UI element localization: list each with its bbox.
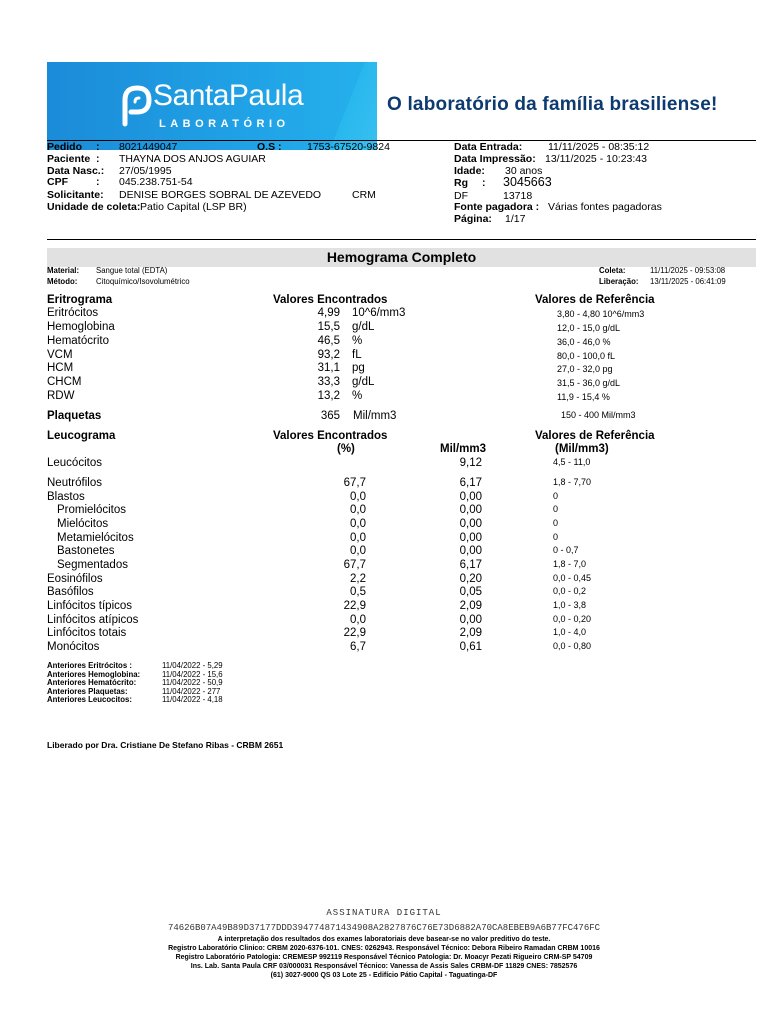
paciente-value: THAYNA DOS ANJOS AGUIAR	[119, 153, 266, 165]
eritrograma-row-label: Hematócrito	[47, 335, 109, 347]
brand-tagline: O laboratório da família brasiliense!	[387, 94, 718, 115]
eritrograma-row-ref: 11,9 - 15,4 %	[557, 392, 610, 402]
pedido-value: 8021449047	[119, 141, 178, 153]
anteriores-label: Anteriores Plaquetas:	[47, 686, 128, 696]
leucograma-row-abs: 0,61	[459, 641, 482, 653]
liberado-por: Liberado por Dra. Cristiane De Stefano Ribas - CRBM 2651	[47, 740, 284, 750]
impressao-label: Data Impressão:	[454, 153, 536, 165]
header-banner	[47, 62, 756, 150]
leucograma-row-label: Mielócitos	[57, 518, 109, 530]
leucograma-row-ref: 0	[553, 491, 559, 501]
eritrograma-row-unit: g/dL	[352, 321, 375, 333]
eritrograma-row-ref: 12,0 - 15,0 g/dL	[557, 323, 621, 333]
leucograma-row-ref: 0	[553, 532, 559, 542]
plaquetas-label: Plaquetas	[47, 410, 102, 422]
cpf-sep: :	[96, 176, 100, 188]
liberacao-label: Liberação:	[599, 277, 639, 286]
brand-subtitle: LABORATÓRIO	[159, 118, 290, 130]
eritrograma-row-value: 13,2	[317, 390, 340, 402]
eritrograma-row-ref: 31,5 - 36,0 g/dL	[557, 378, 621, 388]
leucograma-row-label: Neutrófilos	[47, 477, 102, 489]
exam-title-bar	[47, 248, 756, 267]
leucograma-row-abs: 0,05	[459, 586, 482, 598]
eritrograma-row-label: RDW	[47, 390, 75, 402]
anteriores-label: Anteriores Eritrócitos :	[47, 661, 132, 670]
footer-line: A interpretação dos resultados dos exames laboratoriais deve basear-se no valor preditivo do teste.	[217, 936, 551, 943]
material-label: Material:	[47, 266, 80, 275]
cpf-value: 045.238.751-54	[119, 176, 193, 188]
leucograma-row-abs: 0,00	[459, 545, 482, 557]
eritrograma-row-value: 15,5	[317, 321, 340, 333]
anteriores-value: 11/04/2022 - 4,18	[162, 695, 223, 704]
eritrograma-row-unit: fL	[352, 349, 362, 361]
metodo-value: Citoquímico/Isovolumétrico	[96, 277, 190, 286]
idade-label: Idade:	[454, 165, 485, 177]
coleta-label: Coleta:	[599, 266, 626, 275]
leucograma-row-abs: 2,09	[459, 627, 482, 639]
eritrograma-row-value: 31,1	[317, 362, 340, 374]
solicitante-label: Solicitante:	[47, 189, 104, 201]
leucograma-row-ref: 0,0 - 0,80	[553, 641, 592, 651]
leucograma-row-abs: 6,17	[459, 477, 482, 489]
footer-line: Registro Laboratório Clinico: CRBM 2020-6376-101. CNES: 0262943. Responsável Técnico: Debora Ribeiro Ramadan CRBM 10016	[168, 945, 600, 952]
entrada-label: Data Entrada:	[454, 141, 523, 153]
os-value: 1753-67520-9824	[307, 141, 390, 153]
leucograma-ref-unit-heading: (Mil/mm3)	[555, 443, 609, 455]
leucocitos-abs: 9,12	[459, 457, 482, 469]
leucograma-row-pct: 0,0	[350, 532, 366, 544]
anteriores-value: 11/04/2022 - 50,9	[162, 678, 223, 687]
unidade-label: Unidade de coleta:	[47, 201, 141, 213]
idade-value: 30 anos	[505, 165, 543, 177]
eritrograma-row-value: 93,2	[317, 349, 340, 361]
leucograma-row-pct: 67,7	[343, 477, 366, 489]
leucograma-row-label: Promielócitos	[57, 504, 127, 516]
leucograma-row-label: Bastonetes	[57, 545, 115, 557]
leucograma-row-pct: 2,2	[350, 573, 366, 585]
leucograma-row-pct: 0,0	[350, 545, 366, 557]
anteriores-label: Anteriores Hematócrito:	[47, 678, 137, 687]
leucograma-row-abs: 0,20	[459, 573, 482, 585]
pedido-label: Pedido	[47, 141, 83, 153]
leucograma-row-pct: 67,7	[343, 559, 366, 571]
plaquetas-ref: 150 - 400 Mil/mm3	[561, 410, 636, 420]
plaquetas-unit: Mil/mm3	[353, 410, 397, 422]
leucograma-row-abs: 0,00	[459, 532, 482, 544]
leucograma-row-label: Basófilos	[47, 586, 94, 598]
leucograma-row-ref: 1,8 - 7,70	[553, 477, 592, 487]
os-label: O.S :	[257, 141, 282, 153]
leucograma-row-ref: 0 - 0,7	[553, 545, 579, 555]
assinatura-label: ASSINATURA DIGITAL	[326, 908, 442, 918]
footer-line: (61) 3027-9000 QS 03 Lote 25 - Edifício Pátio Capital - Taguatinga-DF	[270, 972, 498, 979]
eritrograma-row-ref: 3,80 - 4,80 10^6/mm3	[557, 309, 645, 319]
eritrograma-values-heading: Valores Encontrados	[273, 294, 388, 306]
cpf-label: CPF	[47, 176, 68, 188]
leucograma-row-label: Eosinófilos	[47, 573, 103, 585]
footer-line: Registro Laboratório Patologia: CREMESP 992119 Responsável Técnico Patologia: Dr. Moacyr Pezati Rigueiro CRM-SP 54709	[175, 954, 593, 961]
fonte-value: Várias fontes pagadoras	[548, 201, 662, 213]
leucocitos-ref: 4,5 - 11,0	[553, 457, 591, 467]
leucograma-ref-heading: Valores de Referência	[535, 430, 655, 442]
leucograma-row-pct: 0,0	[350, 504, 366, 516]
divider-header	[47, 239, 756, 240]
impressao-value: 13/11/2025 - 10:23:43	[545, 153, 647, 165]
leucograma-row-label: Metamielócitos	[57, 532, 134, 544]
eritrograma-row-label: Hemoglobina	[47, 321, 115, 333]
leucograma-row-label: Blastos	[47, 491, 85, 503]
rg-label: Rg	[454, 177, 468, 189]
leucograma-row-pct: 0,0	[350, 491, 366, 503]
leucograma-row-abs: 0,00	[459, 491, 482, 503]
eritrograma-row-unit: 10^6/mm3	[352, 307, 406, 319]
brand-name: SantaPaula	[153, 79, 304, 112]
eritrograma-row-ref: 36,0 - 46,0 %	[557, 337, 611, 347]
plaquetas-value: 365	[320, 410, 340, 422]
entrada-value: 11/11/2025 - 08:35:12	[548, 141, 650, 153]
leucograma-row-abs: 0,00	[459, 504, 482, 516]
rg-sep: :	[482, 177, 486, 189]
eritrograma-row-label: CHCM	[47, 376, 82, 388]
eritrograma-row-label: HCM	[47, 362, 74, 374]
eritrograma-row-label: Eritrócitos	[47, 307, 99, 319]
eritrograma-row-value: 33,3	[317, 376, 340, 388]
anteriores-label: Anteriores Hemoglobina:	[47, 669, 141, 679]
pagina-label: Página:	[454, 213, 492, 225]
eritrograma-heading: Eritrograma	[47, 294, 113, 306]
anteriores-value: 11/04/2022 - 5,29	[162, 661, 223, 670]
leucograma-row-abs: 0,00	[459, 518, 482, 530]
leucograma-row-ref: 0	[553, 518, 559, 528]
leucograma-row-pct: 0,0	[350, 614, 366, 626]
eritrograma-row-label: VCM	[47, 349, 73, 361]
leucograma-row-ref: 1,0 - 3,8	[553, 600, 587, 610]
footer-line: Ins. Lab. Santa Paula CRF 03/000031 Responsável Técnico: Vanessa de Assis Sales CRBM-DF 11829 CNES: 7852576	[190, 963, 578, 970]
assinatura-hash: 74626B07A49B89D37177DDD394774871434908A2827876C76E73D6882A70CA8EBEB9A6B77FC476FC	[167, 923, 601, 933]
material-value: Sangue total (EDTA)	[96, 266, 168, 275]
leucograma-row-abs: 6,17	[459, 559, 482, 571]
crm-label: CRM	[352, 189, 376, 201]
leucograma-row-label: Segmentados	[57, 559, 128, 571]
anteriores-label: Anteriores Leucocitos:	[47, 695, 132, 704]
leucocitos-label: Leucócitos	[47, 457, 102, 469]
leucograma-row-label: Linfócitos totais	[47, 627, 127, 639]
leucograma-row-label: Linfócitos típicos	[47, 600, 133, 612]
eritrograma-row-unit: pg	[352, 362, 365, 374]
eritrograma-row-value: 4,99	[317, 307, 340, 319]
liberacao-value: 13/11/2025 - 06:41:09	[650, 277, 726, 286]
df-value: 13718	[503, 190, 533, 202]
fonte-label: Fonte pagadora :	[454, 201, 540, 213]
anteriores-value: 11/04/2022 - 15,6	[162, 669, 223, 679]
eritrograma-ref-heading: Valores de Referência	[535, 294, 655, 306]
eritrograma-row-unit: %	[352, 390, 363, 402]
paciente-sep: :	[96, 153, 100, 165]
pedido-sep: :	[96, 141, 100, 153]
leucograma-row-pct: 0,5	[350, 586, 366, 598]
unidade-value: Patio Capital (LSP BR)	[140, 201, 247, 213]
leucograma-row-abs: 2,09	[459, 600, 482, 612]
leucograma-pct-heading: (%)	[337, 443, 355, 455]
leucograma-row-ref: 0,0 - 0,20	[553, 614, 592, 624]
rg-value: 3045663	[503, 175, 552, 189]
nasc-value: 27/05/1995	[119, 165, 172, 177]
solicitante-value: DENISE BORGES SOBRAL DE AZEVEDO	[119, 189, 322, 201]
nasc-label: Data Nasc.:	[47, 165, 105, 177]
coleta-value: 11/11/2025 - 09:53:08	[650, 266, 726, 275]
anteriores-value: 11/04/2022 - 277	[162, 686, 221, 696]
metodo-label: Método:	[47, 277, 78, 286]
leucograma-row-ref: 1,8 - 7,0	[553, 559, 587, 569]
eritrograma-row-unit: %	[352, 335, 363, 347]
leucograma-row-ref: 0,0 - 0,2	[553, 586, 587, 596]
eritrograma-row-ref: 80,0 - 100,0 fL	[557, 351, 616, 361]
exam-title: Hemograma Completo	[326, 249, 477, 265]
leucograma-values-heading: Valores Encontrados	[273, 430, 388, 442]
leucograma-row-pct: 22,9	[343, 600, 366, 612]
eritrograma-row-ref: 27,0 - 32,0 pg	[557, 364, 613, 374]
leucograma-row-ref: 0,0 - 0,45	[553, 573, 592, 583]
leucograma-heading: Leucograma	[47, 430, 116, 442]
df-label: DF	[454, 190, 468, 202]
leucograma-row-label: Monócitos	[47, 641, 100, 653]
leucograma-row-pct: 22,9	[343, 627, 366, 639]
leucograma-row-ref: 1,0 - 4,0	[553, 627, 587, 637]
leucograma-row-label: Linfócitos atípicos	[47, 614, 139, 626]
paciente-label: Paciente	[47, 153, 91, 165]
leucograma-row-abs: 0,00	[459, 614, 482, 626]
santapaula-logo-icon	[117, 80, 153, 128]
leucograma-row-pct: 6,7	[350, 641, 366, 653]
eritrograma-row-value: 46,5	[317, 335, 340, 347]
leucograma-row-ref: 0	[553, 504, 559, 514]
pagina-value: 1/17	[505, 213, 526, 225]
leucograma-abs-heading: Mil/mm3	[440, 443, 487, 455]
eritrograma-row-unit: g/dL	[352, 376, 375, 388]
leucograma-row-pct: 0,0	[350, 518, 366, 530]
